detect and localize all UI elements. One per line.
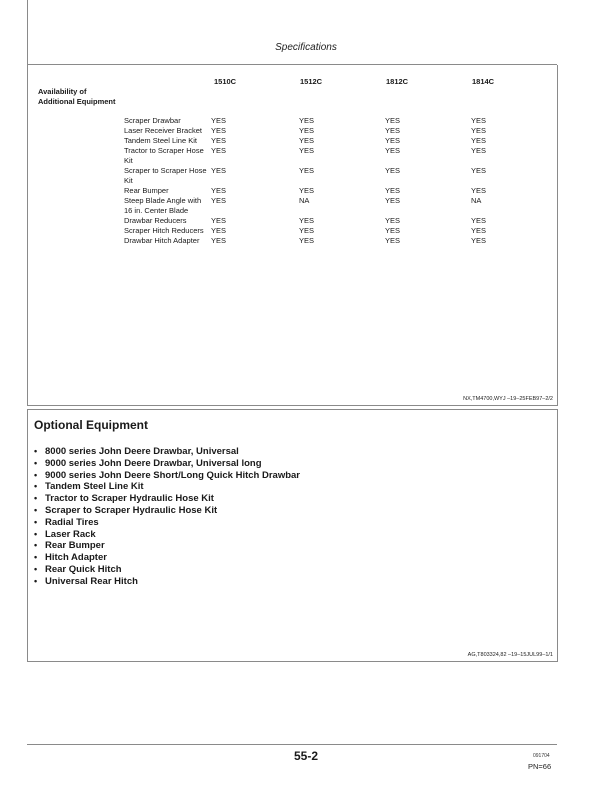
availability-value: YES — [471, 236, 487, 245]
equipment-name: Tandem Steel Line Kit — [124, 136, 197, 145]
availability-value: YES — [299, 226, 315, 235]
availability-value: YES — [385, 226, 401, 235]
list-item — [34, 481, 345, 493]
bullet-icon: • — [34, 528, 38, 539]
availability-value: YES — [211, 226, 227, 235]
availability-section — [27, 65, 558, 406]
availability-value: YES — [299, 146, 315, 155]
availability-value: YES — [385, 196, 401, 205]
table-row — [124, 226, 531, 236]
bullet-icon: • — [34, 575, 38, 586]
left-margin-rule — [27, 0, 28, 66]
list-item-text: Hitch Adapter — [45, 552, 107, 564]
table-row — [124, 186, 531, 196]
availability-value: YES — [299, 186, 315, 195]
availability-value: YES — [385, 136, 401, 145]
bullet-icon: • — [34, 481, 38, 492]
availability-value: NA — [471, 196, 482, 205]
availability-table — [124, 116, 531, 246]
availability-value: YES — [471, 226, 487, 235]
availability-value: YES — [299, 126, 315, 135]
list-item — [34, 458, 345, 470]
availability-value: YES — [211, 116, 227, 125]
list-item-text: Tandem Steel Line Kit — [45, 481, 144, 493]
footer-code: 091704 — [533, 753, 550, 759]
list-item — [34, 505, 345, 517]
list-item — [34, 446, 345, 458]
availability-value: YES — [471, 216, 487, 225]
bullet-icon: • — [34, 552, 38, 563]
equipment-name: Drawbar Hitch Adapter — [124, 236, 200, 245]
availability-value: YES — [211, 186, 227, 195]
list-item — [34, 576, 345, 588]
availability-value: YES — [471, 116, 487, 125]
availability-value: YES — [385, 146, 401, 155]
availability-value: NA — [299, 196, 310, 205]
list-item-text: 8000 series John Deere Drawbar, Universal — [45, 446, 239, 457]
table-row — [124, 216, 531, 226]
equipment-name: Scraper Drawbar — [124, 116, 181, 125]
availability-value: YES — [385, 166, 401, 175]
availability-value: YES — [471, 136, 487, 145]
bullet-icon: • — [34, 457, 38, 468]
availability-value: YES — [211, 216, 227, 225]
availability-value: YES — [211, 166, 227, 175]
bullet-icon: • — [34, 516, 38, 527]
list-item-text: Universal Rear Hitch — [45, 575, 138, 587]
availability-value: YES — [385, 236, 401, 245]
list-item-text: Rear Quick Hitch — [45, 563, 122, 575]
list-item — [34, 529, 345, 541]
availability-label: Availability of Additional Equipment — [38, 87, 116, 106]
list-item — [34, 493, 345, 505]
list-item-text: Laser Rack — [45, 528, 96, 540]
availability-value: YES — [211, 126, 227, 135]
equipment-name: Rear Bumper — [124, 186, 169, 195]
list-item — [34, 470, 345, 482]
optional-equipment-list — [34, 446, 345, 588]
list-item-text: Scraper to Scraper Hydraulic Hose Kit — [45, 504, 218, 516]
equipment-name: Scraper Hitch Reducers — [124, 226, 204, 235]
page-number: 55-2 — [293, 749, 319, 763]
availability-value: YES — [299, 136, 315, 145]
availability-value: YES — [385, 216, 401, 225]
column-header-1814c: 1814C — [472, 77, 495, 86]
table-row — [124, 146, 531, 166]
availability-value: YES — [471, 166, 487, 175]
availability-value: YES — [211, 196, 227, 205]
availability-value: YES — [471, 146, 487, 155]
list-item-text: Rear Bumper — [45, 540, 105, 552]
table-row — [124, 166, 531, 186]
section-reference-code: AG,T803324,82 –19–15JUL99–1/1 — [467, 652, 553, 658]
availability-value: YES — [299, 116, 315, 125]
list-item — [34, 517, 345, 529]
list-item-text: Tractor to Scraper Hydraulic Hose Kit — [45, 493, 214, 505]
table-row — [124, 196, 531, 216]
availability-value: YES — [299, 216, 315, 225]
table-row — [124, 126, 531, 136]
column-header-1512c: 1512C — [300, 77, 323, 86]
list-item-text: 9000 series John Deere Drawbar, Universal long — [45, 457, 262, 469]
availability-value: YES — [211, 236, 227, 245]
availability-value: YES — [471, 186, 487, 195]
availability-value: YES — [211, 136, 227, 145]
table-row — [124, 236, 531, 246]
footer-pn: PN=66 — [528, 762, 552, 771]
list-item-text: 9000 series John Deere Short/Long Quick Hitch Drawbar — [45, 469, 300, 481]
availability-value: YES — [471, 126, 487, 135]
availability-value: YES — [299, 166, 315, 175]
bullet-icon: • — [34, 446, 38, 456]
list-item — [34, 552, 345, 564]
bullet-icon: • — [34, 493, 38, 504]
equipment-name: Scraper to Scraper Hose Kit — [124, 166, 207, 185]
table-row — [124, 116, 531, 126]
bullet-icon: • — [34, 469, 38, 480]
section-reference-code: NX,TM4700,WYJ –19–25FEB97–2/2 — [463, 396, 553, 402]
page-header-title: Specifications — [275, 42, 337, 53]
table-row — [124, 136, 531, 146]
equipment-name: Drawbar Reducers — [124, 216, 187, 225]
availability-value: YES — [299, 236, 315, 245]
column-header-1510c: 1510C — [214, 77, 237, 86]
optional-equipment-section — [27, 409, 558, 662]
equipment-name: Steep Blade Angle with 16 in. Center Blade — [124, 196, 202, 215]
availability-value: YES — [385, 186, 401, 195]
availability-value: YES — [211, 146, 227, 155]
optional-equipment-title: Optional Equipment — [34, 418, 148, 432]
bullet-icon: • — [34, 540, 38, 551]
equipment-name: Laser Receiver Bracket — [124, 126, 202, 135]
bullet-icon: • — [34, 563, 38, 574]
bullet-icon: • — [34, 504, 38, 515]
equipment-name: Tractor to Scraper Hose Kit — [124, 146, 204, 165]
list-item — [34, 540, 345, 552]
column-header-1812c: 1812C — [386, 77, 409, 86]
footer-divider — [27, 744, 557, 745]
availability-value: YES — [385, 126, 401, 135]
list-item-text: Radial Tires — [45, 516, 99, 528]
list-item — [34, 564, 345, 576]
availability-value: YES — [385, 116, 401, 125]
